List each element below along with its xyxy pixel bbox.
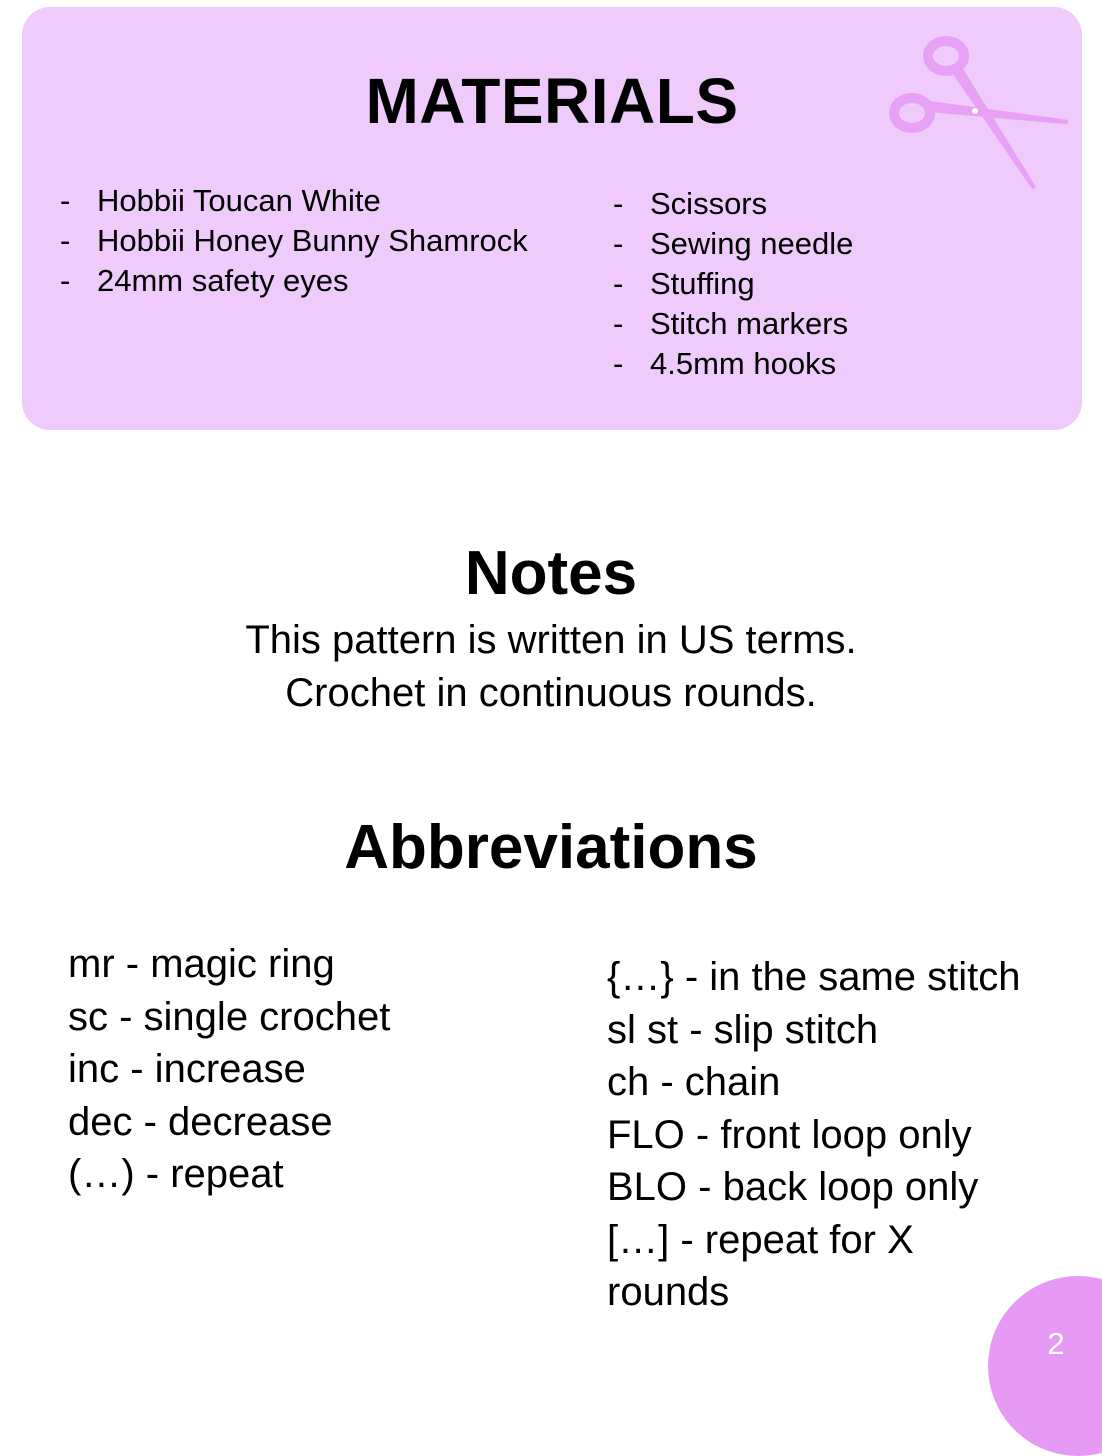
abbreviation-item: mr - magic ring [68, 942, 335, 986]
list-item [575, 344, 853, 384]
list-item-label: Hobbii Toucan White [97, 183, 381, 218]
list-item [575, 304, 853, 344]
list-item [575, 224, 853, 264]
bullet-dash: - [60, 263, 71, 298]
list-item [22, 221, 528, 261]
bullet-dash: - [613, 346, 624, 381]
abbreviations-title: Abbreviations [344, 813, 758, 882]
abbreviation-item: (…) - repeat [68, 1152, 284, 1196]
bullet-dash: - [613, 266, 624, 301]
abbreviation-item: FLO - front loop only [607, 1112, 972, 1157]
abbreviation-item: dec - decrease [68, 1099, 333, 1144]
list-item-label: Hobbii Honey Bunny Shamrock [97, 223, 528, 258]
materials-list-left [22, 181, 528, 301]
abbreviation-item: ch - chain [607, 1060, 781, 1104]
notes-line: This pattern is written in US terms. [245, 618, 857, 662]
page-number: 2 [1047, 1326, 1065, 1361]
bullet-dash: - [60, 183, 71, 218]
abbreviation-item: sc - single crochet [68, 994, 391, 1039]
abbreviation-item: {…} - in the same stitch [607, 955, 1021, 999]
abbreviation-item: sl st - slip stitch [607, 1007, 879, 1052]
abbreviations-list-left [68, 938, 390, 1201]
list-item-label: 24mm safety eyes [97, 263, 349, 298]
notes-line: Crochet in continuous rounds. [285, 671, 817, 715]
abbreviations-list-right [607, 951, 1021, 1319]
bullet-dash: - [613, 306, 624, 341]
list-item-label: Sewing needle [650, 226, 854, 261]
notes-title: Notes [464, 539, 638, 608]
bullet-dash: - [60, 223, 71, 258]
materials-card [22, 7, 1082, 430]
list-item-label: Stitch markers [650, 306, 849, 341]
list-item-label: Scissors [650, 186, 768, 221]
bullet-dash: - [613, 186, 624, 221]
abbreviation-item: inc - increase [68, 1047, 306, 1091]
bullet-dash: - [613, 226, 624, 261]
list-item [22, 261, 528, 301]
list-item-label: 4.5mm hooks [650, 346, 837, 381]
materials-title: MATERIALS [365, 65, 739, 137]
notes-text [0, 614, 1102, 720]
list-item-label: Stuffing [650, 266, 755, 301]
abbreviation-item: […] - repeat for X [607, 1217, 914, 1262]
abbreviation-item: rounds [607, 1270, 730, 1314]
abbreviation-item: BLO - back loop only [607, 1165, 979, 1209]
scissors-icon [888, 29, 1068, 199]
list-item [575, 264, 853, 304]
list-item [22, 181, 528, 221]
materials-list-right [575, 184, 853, 384]
list-item [575, 184, 853, 224]
